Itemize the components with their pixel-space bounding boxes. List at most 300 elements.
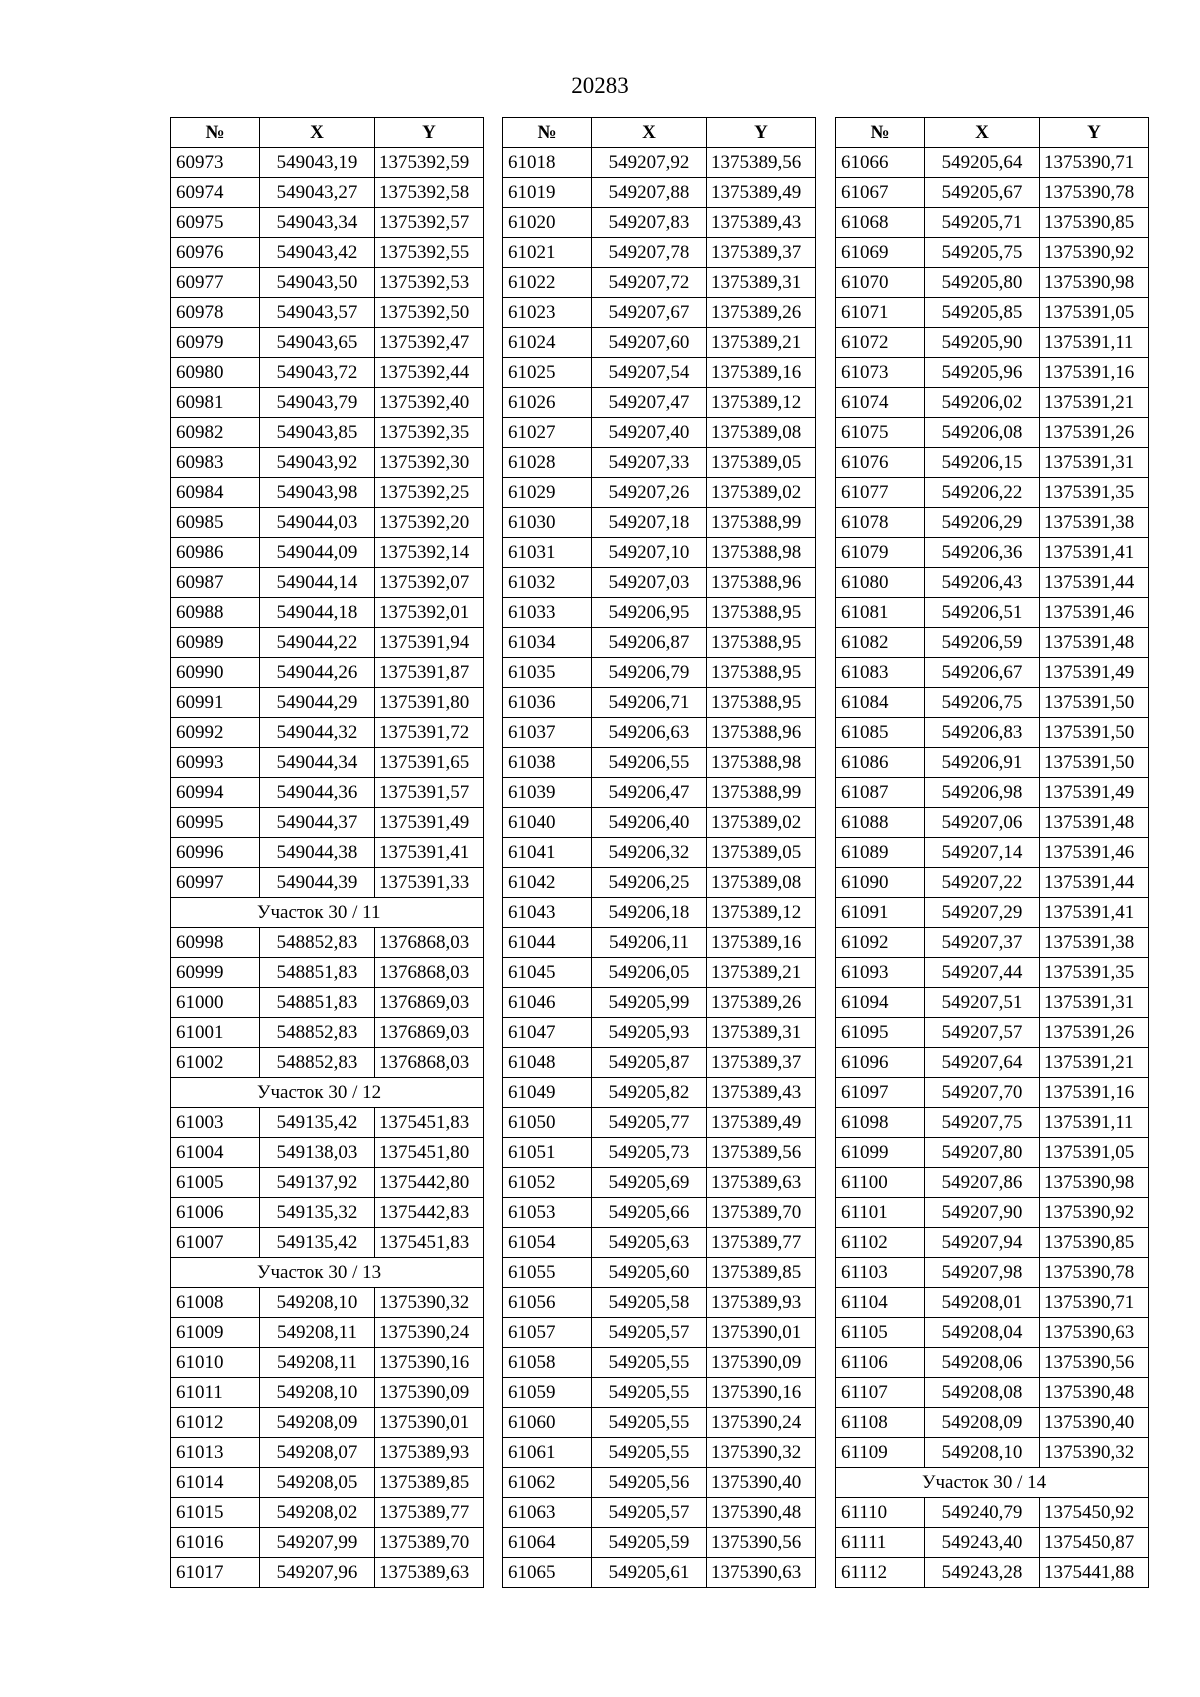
x-coordinate: 549207,03 xyxy=(592,568,707,598)
table-row xyxy=(503,1378,816,1408)
x-coordinate: 549207,67 xyxy=(592,298,707,328)
x-coordinate: 549043,85 xyxy=(260,418,375,448)
table-row xyxy=(171,1438,484,1468)
x-coordinate: 549206,63 xyxy=(592,718,707,748)
point-number: 60975 xyxy=(171,208,260,238)
x-coordinate: 549207,26 xyxy=(592,478,707,508)
table-row xyxy=(503,1048,816,1078)
y-coordinate: 1375390,40 xyxy=(707,1468,816,1498)
table-row xyxy=(503,658,816,688)
table-row xyxy=(503,598,816,628)
point-number: 61093 xyxy=(836,958,925,988)
x-coordinate: 549206,71 xyxy=(592,688,707,718)
y-coordinate: 1375391,41 xyxy=(1040,898,1149,928)
point-number: 61074 xyxy=(836,388,925,418)
y-coordinate: 1375389,49 xyxy=(707,1108,816,1138)
x-coordinate: 549044,38 xyxy=(260,838,375,868)
point-number: 61080 xyxy=(836,568,925,598)
y-coordinate: 1375390,32 xyxy=(1040,1438,1149,1468)
point-number: 61027 xyxy=(503,418,592,448)
y-coordinate: 1375390,48 xyxy=(707,1498,816,1528)
point-number: 61015 xyxy=(171,1498,260,1528)
point-number: 60995 xyxy=(171,808,260,838)
y-coordinate: 1375391,50 xyxy=(1040,718,1149,748)
point-number: 61044 xyxy=(503,928,592,958)
y-coordinate: 1375389,16 xyxy=(707,358,816,388)
table-row xyxy=(171,538,484,568)
y-coordinate: 1375388,96 xyxy=(707,568,816,598)
point-number: 61075 xyxy=(836,418,925,448)
y-coordinate: 1375391,16 xyxy=(1040,1078,1149,1108)
point-number: 61041 xyxy=(503,838,592,868)
y-coordinate: 1375390,09 xyxy=(375,1378,484,1408)
point-number: 61020 xyxy=(503,208,592,238)
x-coordinate: 549205,55 xyxy=(592,1438,707,1468)
x-coordinate: 549205,96 xyxy=(925,358,1040,388)
y-coordinate: 1375390,56 xyxy=(707,1528,816,1558)
point-number: 61087 xyxy=(836,778,925,808)
table-row xyxy=(171,568,484,598)
table-row xyxy=(171,718,484,748)
point-number: 61053 xyxy=(503,1198,592,1228)
x-coordinate: 549206,83 xyxy=(925,718,1040,748)
table-row xyxy=(836,628,1149,658)
table-row xyxy=(836,1408,1149,1438)
table-row xyxy=(503,748,816,778)
y-coordinate: 1375391,38 xyxy=(1040,928,1149,958)
x-coordinate: 549138,03 xyxy=(260,1138,375,1168)
x-coordinate: 549206,29 xyxy=(925,508,1040,538)
point-number: 61069 xyxy=(836,238,925,268)
x-coordinate: 549043,19 xyxy=(260,148,375,178)
x-coordinate: 549044,32 xyxy=(260,718,375,748)
y-coordinate: 1375390,56 xyxy=(1040,1348,1149,1378)
y-coordinate: 1375442,80 xyxy=(375,1168,484,1198)
point-number: 61100 xyxy=(836,1168,925,1198)
point-number: 61081 xyxy=(836,598,925,628)
x-coordinate: 549207,75 xyxy=(925,1108,1040,1138)
table-row xyxy=(836,268,1149,298)
table-row xyxy=(171,1318,484,1348)
y-coordinate: 1375389,37 xyxy=(707,1048,816,1078)
y-coordinate: 1375392,40 xyxy=(375,388,484,418)
x-coordinate: 549044,39 xyxy=(260,868,375,898)
point-number: 61072 xyxy=(836,328,925,358)
x-coordinate: 549208,10 xyxy=(925,1438,1040,1468)
x-coordinate: 549205,59 xyxy=(592,1528,707,1558)
y-coordinate: 1376868,03 xyxy=(375,958,484,988)
table-row xyxy=(171,1048,484,1078)
y-coordinate: 1375391,31 xyxy=(1040,448,1149,478)
table-row xyxy=(836,898,1149,928)
x-coordinate: 549207,14 xyxy=(925,838,1040,868)
table-row xyxy=(503,1138,816,1168)
x-coordinate: 549207,78 xyxy=(592,238,707,268)
x-coordinate: 549205,82 xyxy=(592,1078,707,1108)
point-number: 61105 xyxy=(836,1318,925,1348)
x-coordinate: 549206,32 xyxy=(592,838,707,868)
table-row xyxy=(171,268,484,298)
header-num: № xyxy=(836,118,925,148)
point-number: 61057 xyxy=(503,1318,592,1348)
x-coordinate: 549043,65 xyxy=(260,328,375,358)
point-number: 61097 xyxy=(836,1078,925,1108)
y-coordinate: 1375390,24 xyxy=(375,1318,484,1348)
y-coordinate: 1375390,98 xyxy=(1040,268,1149,298)
section-title: Участок 30 / 12 xyxy=(171,1078,484,1108)
table-row xyxy=(503,1018,816,1048)
x-coordinate: 549208,05 xyxy=(260,1468,375,1498)
x-coordinate: 549205,66 xyxy=(592,1198,707,1228)
y-coordinate: 1375391,05 xyxy=(1040,1138,1149,1168)
x-coordinate: 549207,44 xyxy=(925,958,1040,988)
table-row xyxy=(503,778,816,808)
point-number: 61036 xyxy=(503,688,592,718)
point-number: 61067 xyxy=(836,178,925,208)
x-coordinate: 549207,29 xyxy=(925,898,1040,928)
x-coordinate: 549207,64 xyxy=(925,1048,1040,1078)
x-coordinate: 549205,61 xyxy=(592,1558,707,1588)
y-coordinate: 1375391,26 xyxy=(1040,418,1149,448)
point-number: 61029 xyxy=(503,478,592,508)
table-row xyxy=(171,178,484,208)
y-coordinate: 1375392,35 xyxy=(375,418,484,448)
point-number: 61076 xyxy=(836,448,925,478)
table-row xyxy=(171,808,484,838)
y-coordinate: 1375450,92 xyxy=(1040,1498,1149,1528)
point-number: 61046 xyxy=(503,988,592,1018)
y-coordinate: 1375389,85 xyxy=(375,1468,484,1498)
point-number: 61010 xyxy=(171,1348,260,1378)
table-row xyxy=(503,418,816,448)
table-row xyxy=(836,418,1149,448)
x-coordinate: 549207,94 xyxy=(925,1228,1040,1258)
table-row xyxy=(171,1108,484,1138)
x-coordinate: 549208,06 xyxy=(925,1348,1040,1378)
x-coordinate: 548852,83 xyxy=(260,1018,375,1048)
x-coordinate: 549206,15 xyxy=(925,448,1040,478)
y-coordinate: 1375389,70 xyxy=(375,1528,484,1558)
y-coordinate: 1375390,40 xyxy=(1040,1408,1149,1438)
point-number: 61024 xyxy=(503,328,592,358)
y-coordinate: 1375389,31 xyxy=(707,1018,816,1048)
table-row xyxy=(836,1258,1149,1288)
y-coordinate: 1375392,53 xyxy=(375,268,484,298)
x-coordinate: 549206,67 xyxy=(925,658,1040,688)
y-coordinate: 1375389,49 xyxy=(707,178,816,208)
table-row xyxy=(836,1228,1149,1258)
y-coordinate: 1375391,94 xyxy=(375,628,484,658)
x-coordinate: 549043,72 xyxy=(260,358,375,388)
point-number: 61019 xyxy=(503,178,592,208)
y-coordinate: 1375392,07 xyxy=(375,568,484,598)
x-coordinate: 548852,83 xyxy=(260,928,375,958)
x-coordinate: 548851,83 xyxy=(260,958,375,988)
y-coordinate: 1375390,78 xyxy=(1040,178,1149,208)
x-coordinate: 549243,40 xyxy=(925,1528,1040,1558)
y-coordinate: 1375390,63 xyxy=(1040,1318,1149,1348)
x-coordinate: 549206,05 xyxy=(592,958,707,988)
point-number: 60977 xyxy=(171,268,260,298)
header-x: X xyxy=(925,118,1040,148)
point-number: 61104 xyxy=(836,1288,925,1318)
header-x: X xyxy=(592,118,707,148)
point-number: 61058 xyxy=(503,1348,592,1378)
table-row xyxy=(503,508,816,538)
point-number: 60978 xyxy=(171,298,260,328)
y-coordinate: 1375389,93 xyxy=(707,1288,816,1318)
x-coordinate: 549206,22 xyxy=(925,478,1040,508)
point-number: 60985 xyxy=(171,508,260,538)
y-coordinate: 1375389,85 xyxy=(707,1258,816,1288)
point-number: 61089 xyxy=(836,838,925,868)
section-title: Участок 30 / 14 xyxy=(836,1468,1149,1498)
point-number: 60989 xyxy=(171,628,260,658)
y-coordinate: 1375391,46 xyxy=(1040,838,1149,868)
point-number: 60984 xyxy=(171,478,260,508)
page-number: 20283 xyxy=(571,73,629,98)
y-coordinate: 1375391,11 xyxy=(1040,1108,1149,1138)
table-row xyxy=(171,778,484,808)
table-row xyxy=(836,1048,1149,1078)
point-number: 61006 xyxy=(171,1198,260,1228)
table-row xyxy=(503,868,816,898)
point-number: 61013 xyxy=(171,1438,260,1468)
x-coordinate: 549205,87 xyxy=(592,1048,707,1078)
point-number: 61014 xyxy=(171,1468,260,1498)
table-row xyxy=(171,448,484,478)
header-num: № xyxy=(503,118,592,148)
table-row xyxy=(503,808,816,838)
table-row xyxy=(171,658,484,688)
point-number: 61001 xyxy=(171,1018,260,1048)
table-row xyxy=(503,1288,816,1318)
table-row xyxy=(836,448,1149,478)
x-coordinate: 549206,55 xyxy=(592,748,707,778)
x-coordinate: 549044,26 xyxy=(260,658,375,688)
point-number: 61030 xyxy=(503,508,592,538)
y-coordinate: 1375390,09 xyxy=(707,1348,816,1378)
point-number: 61000 xyxy=(171,988,260,1018)
table-row xyxy=(503,1318,816,1348)
y-coordinate: 1375390,85 xyxy=(1040,1228,1149,1258)
table-row xyxy=(503,1468,816,1498)
x-coordinate: 549043,34 xyxy=(260,208,375,238)
y-coordinate: 1375391,57 xyxy=(375,778,484,808)
point-number: 61083 xyxy=(836,658,925,688)
table-row xyxy=(171,1228,484,1258)
table-row xyxy=(503,898,816,928)
section-row xyxy=(171,898,484,928)
x-coordinate: 549208,08 xyxy=(925,1378,1040,1408)
table-row xyxy=(836,658,1149,688)
y-coordinate: 1375390,92 xyxy=(1040,238,1149,268)
point-number: 61063 xyxy=(503,1498,592,1528)
table-row xyxy=(836,958,1149,988)
x-coordinate: 549208,01 xyxy=(925,1288,1040,1318)
point-number: 61039 xyxy=(503,778,592,808)
y-coordinate: 1375391,87 xyxy=(375,658,484,688)
table-header-row xyxy=(836,118,1149,148)
section-title: Участок 30 / 13 xyxy=(171,1258,484,1288)
x-coordinate: 549205,63 xyxy=(592,1228,707,1258)
table-row xyxy=(503,1168,816,1198)
x-coordinate: 549044,22 xyxy=(260,628,375,658)
y-coordinate: 1375391,21 xyxy=(1040,1048,1149,1078)
x-coordinate: 549044,09 xyxy=(260,538,375,568)
y-coordinate: 1375390,32 xyxy=(707,1438,816,1468)
point-number: 60979 xyxy=(171,328,260,358)
point-number: 61056 xyxy=(503,1288,592,1318)
y-coordinate: 1375391,50 xyxy=(1040,688,1149,718)
table-row xyxy=(171,148,484,178)
point-number: 61028 xyxy=(503,448,592,478)
table-row xyxy=(171,748,484,778)
table-header-row xyxy=(171,118,484,148)
table-row xyxy=(503,1258,816,1288)
x-coordinate: 549205,57 xyxy=(592,1498,707,1528)
x-coordinate: 549205,58 xyxy=(592,1288,707,1318)
y-coordinate: 1375391,41 xyxy=(1040,538,1149,568)
point-number: 61051 xyxy=(503,1138,592,1168)
point-number: 60993 xyxy=(171,748,260,778)
table-row xyxy=(503,328,816,358)
table-row xyxy=(171,1018,484,1048)
point-number: 61091 xyxy=(836,898,925,928)
x-coordinate: 549206,43 xyxy=(925,568,1040,598)
y-coordinate: 1375389,77 xyxy=(707,1228,816,1258)
table-row xyxy=(171,1138,484,1168)
x-coordinate: 549206,11 xyxy=(592,928,707,958)
table-row xyxy=(503,1438,816,1468)
point-number: 61068 xyxy=(836,208,925,238)
y-coordinate: 1375391,46 xyxy=(1040,598,1149,628)
point-number: 61055 xyxy=(503,1258,592,1288)
point-number: 61092 xyxy=(836,928,925,958)
y-coordinate: 1375390,63 xyxy=(707,1558,816,1588)
table-row xyxy=(503,238,816,268)
point-number: 61101 xyxy=(836,1198,925,1228)
table-row xyxy=(171,328,484,358)
x-coordinate: 549207,37 xyxy=(925,928,1040,958)
point-number: 61038 xyxy=(503,748,592,778)
y-coordinate: 1375391,26 xyxy=(1040,1018,1149,1048)
table-row xyxy=(503,388,816,418)
point-number: 61090 xyxy=(836,868,925,898)
x-coordinate: 549208,09 xyxy=(260,1408,375,1438)
table-row xyxy=(836,748,1149,778)
x-coordinate: 549044,18 xyxy=(260,598,375,628)
header-y: Y xyxy=(707,118,816,148)
table-header-row xyxy=(503,118,816,148)
y-coordinate: 1375389,12 xyxy=(707,898,816,928)
y-coordinate: 1375389,12 xyxy=(707,388,816,418)
point-number: 61110 xyxy=(836,1498,925,1528)
x-coordinate: 549207,72 xyxy=(592,268,707,298)
table-row xyxy=(171,1558,484,1588)
table-row xyxy=(503,1558,816,1588)
x-coordinate: 549205,55 xyxy=(592,1348,707,1378)
point-number: 61031 xyxy=(503,538,592,568)
point-number: 61065 xyxy=(503,1558,592,1588)
y-coordinate: 1375389,02 xyxy=(707,478,816,508)
point-number: 60973 xyxy=(171,148,260,178)
table-row xyxy=(836,1558,1149,1588)
x-coordinate: 549208,07 xyxy=(260,1438,375,1468)
point-number: 61022 xyxy=(503,268,592,298)
point-number: 61078 xyxy=(836,508,925,538)
x-coordinate: 549044,34 xyxy=(260,748,375,778)
point-number: 61008 xyxy=(171,1288,260,1318)
point-number: 61077 xyxy=(836,478,925,508)
y-coordinate: 1375388,95 xyxy=(707,628,816,658)
x-coordinate: 549207,83 xyxy=(592,208,707,238)
point-number: 61111 xyxy=(836,1528,925,1558)
x-coordinate: 549206,91 xyxy=(925,748,1040,778)
x-coordinate: 549043,27 xyxy=(260,178,375,208)
y-coordinate: 1375392,50 xyxy=(375,298,484,328)
y-coordinate: 1375389,16 xyxy=(707,928,816,958)
table-row xyxy=(171,1348,484,1378)
x-coordinate: 549208,10 xyxy=(260,1378,375,1408)
y-coordinate: 1375391,35 xyxy=(1040,958,1149,988)
y-coordinate: 1375451,83 xyxy=(375,1228,484,1258)
y-coordinate: 1375391,16 xyxy=(1040,358,1149,388)
x-coordinate: 549043,57 xyxy=(260,298,375,328)
table-row xyxy=(836,598,1149,628)
y-coordinate: 1375390,92 xyxy=(1040,1198,1149,1228)
point-number: 61009 xyxy=(171,1318,260,1348)
point-number: 61004 xyxy=(171,1138,260,1168)
point-number: 61102 xyxy=(836,1228,925,1258)
x-coordinate: 549243,28 xyxy=(925,1558,1040,1588)
point-number: 60996 xyxy=(171,838,260,868)
y-coordinate: 1375451,83 xyxy=(375,1108,484,1138)
table-row xyxy=(503,1348,816,1378)
table-row xyxy=(836,718,1149,748)
x-coordinate: 549043,79 xyxy=(260,388,375,418)
table-row xyxy=(171,298,484,328)
y-coordinate: 1375389,26 xyxy=(707,298,816,328)
x-coordinate: 549206,51 xyxy=(925,598,1040,628)
x-coordinate: 549135,42 xyxy=(260,1228,375,1258)
table-row xyxy=(503,628,816,658)
y-coordinate: 1375388,99 xyxy=(707,778,816,808)
x-coordinate: 549207,70 xyxy=(925,1078,1040,1108)
x-coordinate: 549208,10 xyxy=(260,1288,375,1318)
table-row xyxy=(503,148,816,178)
coordinates-table-2 xyxy=(502,117,816,1588)
y-coordinate: 1375389,31 xyxy=(707,268,816,298)
table-row xyxy=(836,1498,1149,1528)
y-coordinate: 1375391,48 xyxy=(1040,628,1149,658)
y-coordinate: 1375391,38 xyxy=(1040,508,1149,538)
x-coordinate: 549208,02 xyxy=(260,1498,375,1528)
table-row xyxy=(503,178,816,208)
table-row xyxy=(836,1168,1149,1198)
table-row xyxy=(171,1468,484,1498)
y-coordinate: 1375388,99 xyxy=(707,508,816,538)
x-coordinate: 549205,67 xyxy=(925,178,1040,208)
x-coordinate: 549043,92 xyxy=(260,448,375,478)
y-coordinate: 1375390,16 xyxy=(707,1378,816,1408)
y-coordinate: 1375388,98 xyxy=(707,748,816,778)
y-coordinate: 1375391,35 xyxy=(1040,478,1149,508)
y-coordinate: 1375391,21 xyxy=(1040,388,1149,418)
table-row xyxy=(836,1318,1149,1348)
x-coordinate: 549205,71 xyxy=(925,208,1040,238)
point-number: 61084 xyxy=(836,688,925,718)
